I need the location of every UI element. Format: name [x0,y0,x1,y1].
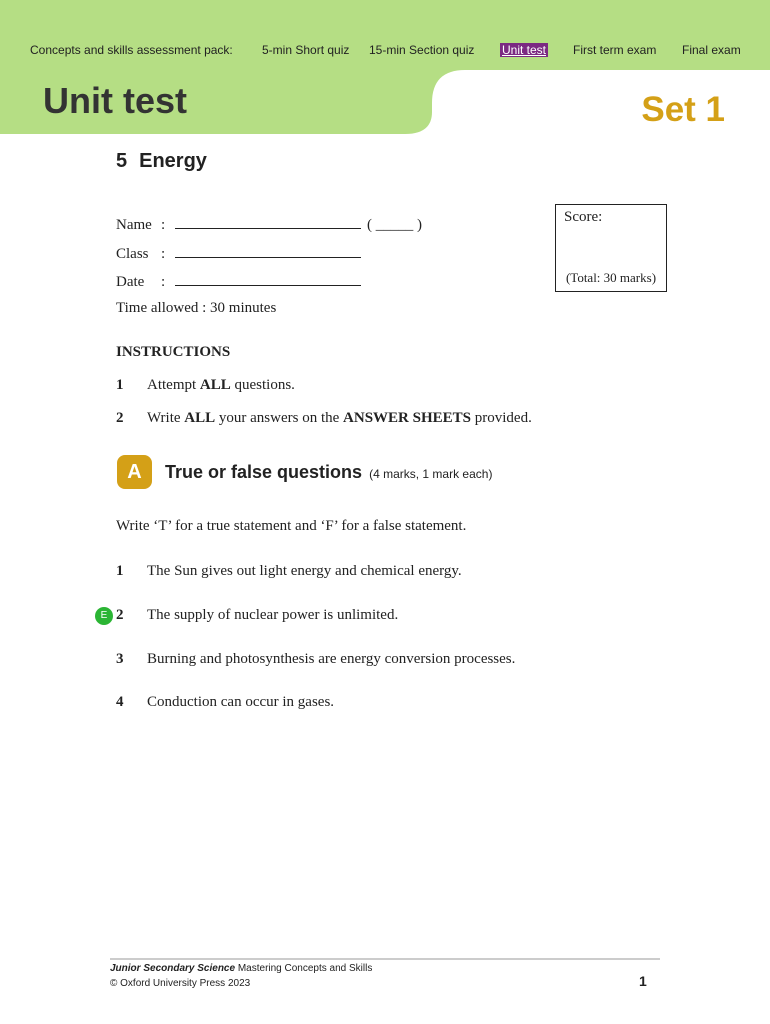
section-a-badge: A [117,455,152,489]
instruction-item: 2 Write ALL your answers on the ANSWER SHEETS provided. [116,410,532,426]
page-title: Unit test [43,80,187,121]
chapter-title: Energy [139,150,207,172]
name-label: Name [116,217,152,233]
nav-short-quiz[interactable]: 5-min Short quiz [262,43,350,57]
chapter-number: 5 [116,150,128,172]
nav-final-exam[interactable]: Final exam [682,43,741,57]
nav-pack-label: Concepts and skills assessment pack: [30,43,233,57]
chapter-heading [116,150,207,173]
page-number: 1 [639,973,647,989]
question-item: 2 The supply of nuclear power is unlimited. [116,607,399,623]
instructions-heading: INSTRUCTIONS [116,344,231,360]
nav-section-quiz[interactable]: 15-min Section quiz [369,43,475,57]
score-box [555,204,667,292]
instruction-item: 1 Attempt ALL questions. [116,377,295,393]
class-field: Class : [116,243,361,263]
question-item: 1 The Sun gives out light energy and chemical energy. [116,563,462,579]
question-item: 4 Conduction can occur in gases. [116,694,335,710]
footer-divider [110,958,660,960]
nav-unit-test[interactable]: Unit test [502,43,547,57]
assessment-nav [0,43,770,59]
time-allowed: Time allowed : 30 minutes [116,300,277,316]
nav-first-term-exam[interactable]: First term exam [573,43,657,57]
section-a-title: True or false questions (4 marks, 1 mark each) [165,462,493,482]
score-total: (Total: 30 marks) [565,270,657,285]
section-a-marks: (4 marks, 1 mark each) [369,467,493,481]
score-label: Score: [564,209,603,225]
question-item: 3 Burning and photosynthesis are energy conversion processes. [116,651,516,667]
class-label: Class [116,246,149,262]
date-label: Date [116,274,145,290]
name-line[interactable] [175,214,361,229]
extended-question-icon: E [95,607,113,625]
name-field: Name : ( _____ ) [116,214,422,234]
class-number-blank[interactable]: ( _____ ) [367,217,422,233]
date-line[interactable] [175,271,361,286]
set-label: Set 1 [641,90,725,129]
footer-copyright: © Oxford University Press 2023 [110,978,251,989]
class-line[interactable] [175,243,361,258]
section-a-directive: Write ‘T’ for a true statement and ‘F’ for a false statement. [116,518,467,534]
footer-book-title: Junior Secondary Science Mastering Concepts and Skills [110,963,373,974]
date-field: Date : [116,271,361,291]
